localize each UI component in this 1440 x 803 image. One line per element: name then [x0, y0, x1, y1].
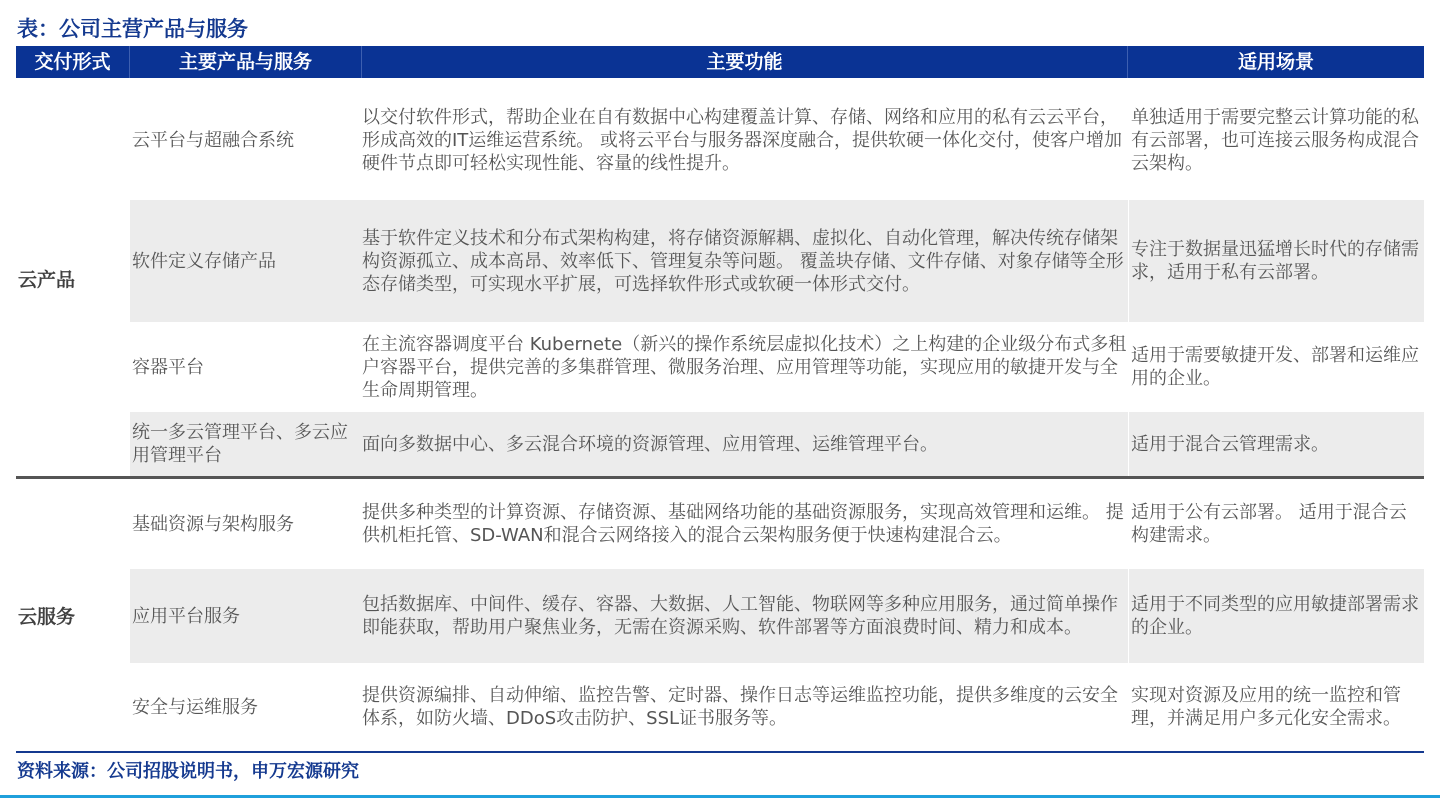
product-name: 软件定义存储产品 — [132, 250, 276, 272]
scenario-text: 适用于需要敏捷开发、部署和运维应用的企业。 — [1131, 345, 1419, 389]
scenario-cell — [1128, 412, 1424, 476]
scenario-cell — [1128, 479, 1424, 569]
products-table — [16, 80, 1424, 751]
product-name: 安全与运维服务 — [132, 696, 258, 718]
scenario-cell — [1128, 663, 1424, 751]
header-delivery-form: 交付形式 — [16, 46, 130, 78]
table-row — [130, 569, 1424, 663]
table-row — [130, 663, 1424, 751]
product-cell — [130, 200, 362, 322]
scenario-text: 适用于不同类型的应用敏捷部署需求的企业。 — [1131, 594, 1419, 638]
scenario-text: 适用于公有云部署。 适用于混合云构建需求。 — [1131, 502, 1407, 546]
product-cell — [130, 569, 362, 663]
scenario-cell — [1128, 80, 1424, 200]
function-text: 以交付软件形式，帮助企业在自有数据中心构建覆盖计算、存储、网络和应用的私有云云平台，形成高效的IT运维运营系统。 或将云平台与服务器深度融合，提供软硬一体化交付，使客户增加硬件节点即可轻松实现性能、容量的线性提升。 — [362, 106, 1123, 174]
product-name: 统一多云管理平台、多云应用管理平台 — [132, 422, 348, 466]
table-row — [130, 479, 1424, 569]
table-row — [130, 80, 1424, 200]
table-header — [16, 46, 1424, 78]
scenario-text: 单独适用于需要完整云计算功能的私有云部署，也可连接云服务构成混合云架构。 — [1131, 106, 1419, 174]
product-cell — [130, 479, 362, 569]
table-row — [130, 322, 1424, 412]
scenario-cell — [1128, 322, 1424, 412]
function-cell — [362, 663, 1128, 751]
function-text: 基于软件定义技术和分布式架构构建，将存储资源解耦、虚拟化、自动化管理，解决传统存储架构资源孤立、成本高昂、效率低下、管理复杂等问题。 覆盖块存储、文件存储、对象存储等全形态存储类型，可实现水平扩展，可选择软件形式或软硬一体形式交付。 — [362, 227, 1124, 295]
function-cell — [362, 569, 1128, 663]
product-cell — [130, 412, 362, 476]
function-text: 包括数据库、中间件、缓存、容器、大数据、人工智能、物联网等多种应用服务，通过简单操作即能获取，帮助用户聚焦业务，无需在资源采购、软件部署等方面浪费时间、精力和成本。 — [362, 594, 1118, 638]
product-name: 云平台与超融合系统 — [132, 129, 294, 151]
function-text: 面向多数据中心、多云混合环境的资源管理、应用管理、运维管理平台。 — [362, 433, 938, 455]
table-bottom-rule — [16, 751, 1424, 753]
product-cell — [130, 80, 362, 200]
header-products: 主要产品与服务 — [130, 46, 362, 78]
table-title: 表：公司主营产品与服务 — [17, 17, 248, 41]
source-note: 资料来源：公司招股说明书，申万宏源研究 — [17, 761, 359, 782]
product-cell — [130, 663, 362, 751]
scenario-cell — [1128, 200, 1424, 322]
page-bottom-accent-line — [0, 795, 1440, 798]
function-cell — [362, 479, 1128, 569]
function-cell — [362, 322, 1128, 412]
group-label: 云产品 — [18, 268, 76, 291]
table-row — [130, 200, 1424, 322]
product-name: 容器平台 — [132, 356, 204, 378]
function-text: 提供资源编排、自动伸缩、监控告警、定时器、操作日志等运维监控功能，提供多维度的云安全体系，如防火墙、DDoS攻击防护、SSL证书服务等。 — [362, 685, 1118, 729]
header-functions: 主要功能 — [362, 46, 1128, 78]
product-cell — [130, 322, 362, 412]
function-text: 提供多种类型的计算资源、存储资源、基础网络功能的基础资源服务，实现高效管理和运维。 提供机柜托管、SD-WAN和混合云网络接入的混合云架构服务便于快速构建混合云。 — [362, 502, 1124, 546]
header-scenarios: 适用场景 — [1237, 51, 1314, 73]
table-row — [130, 412, 1424, 476]
scenario-cell — [1128, 569, 1424, 663]
scenario-text: 适用于混合云管理需求。 — [1131, 433, 1329, 455]
function-cell — [362, 412, 1128, 476]
product-name: 基础资源与架构服务 — [132, 513, 294, 535]
function-cell — [362, 80, 1128, 200]
product-name: 应用平台服务 — [132, 605, 240, 627]
scenario-text: 专注于数据量迅猛增长时代的存储需求，适用于私有云部署。 — [1131, 239, 1419, 283]
scenario-text: 实现对资源及应用的统一监控和管理，并满足用户多元化安全需求。 — [1131, 685, 1401, 729]
function-text: 在主流容器调度平台 Kubernete（新兴的操作系统层虚拟化技术）之上构建的企业级分布式多租户容器平台，提供完善的多集群管理、微服务治理、应用管理等功能，实现应用的敏捷开发与全生命周期管理。 — [362, 333, 1127, 401]
group-cloud-products — [16, 80, 1424, 476]
group-cloud-services — [16, 479, 1424, 751]
group-label: 云服务 — [18, 605, 76, 628]
function-cell — [362, 200, 1128, 322]
